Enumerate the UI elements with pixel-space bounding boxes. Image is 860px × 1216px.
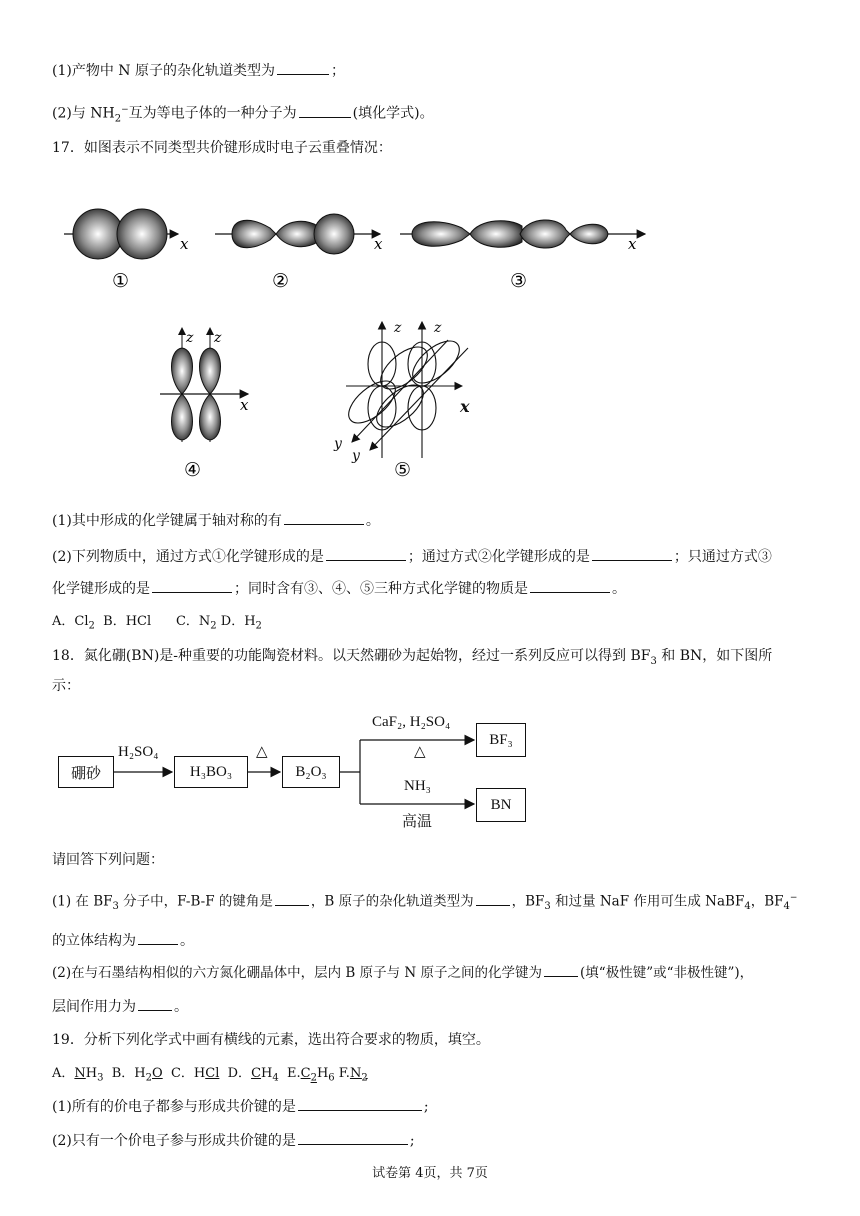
- text: 。: [174, 999, 188, 1015]
- text: 。: [180, 933, 194, 949]
- flow-label-upper-reagent: CaF₂, H₂SO₄: [372, 714, 451, 730]
- axis-label-x: x: [460, 397, 470, 416]
- option-c: C．N: [175, 614, 211, 629]
- text: 的立体结构为: [52, 933, 136, 949]
- flow-box-b2o3: [282, 756, 340, 788]
- text: ；只通过方式③: [673, 549, 772, 565]
- q18-part1-line2: [52, 930, 194, 951]
- heat-symbol: △: [414, 744, 426, 760]
- axis-label-z: z: [214, 330, 222, 346]
- subscript: 3: [112, 901, 119, 913]
- flow-box-bn: [476, 788, 526, 822]
- text: (2)下列物质中，通过方式①化学键形成的是: [52, 549, 324, 565]
- text: BF₃: [489, 731, 513, 748]
- heat-symbol: △: [256, 744, 268, 760]
- axis-label-z: z: [186, 330, 194, 346]
- text: 和 BN，如下图所: [656, 648, 773, 664]
- answer-blank[interactable]: [298, 1096, 422, 1111]
- flow-label-lower-reagent: NH₃: [404, 778, 431, 794]
- text: 层间作用力为: [52, 999, 136, 1015]
- axis-label-x: x: [628, 235, 637, 253]
- fig-label: ①: [112, 270, 130, 292]
- q16-part2: [52, 100, 434, 129]
- answer-blank[interactable]: [138, 930, 178, 945]
- text: (1)其中形成的化学键属于轴对称的有: [52, 513, 282, 529]
- fig-1-s-s-overlap: [64, 209, 189, 292]
- q19-options: A．$NH_3$ B．$H_2O$ C．HCl D．$CH_4$ $E.C_2H_6$ $F.N_2$: [52, 1066, 368, 1084]
- answer-blank[interactable]: [592, 546, 672, 561]
- text: 硼砂: [70, 765, 101, 782]
- text: (1)产物中 N 原子的杂化轨道类型为: [52, 63, 275, 79]
- text: 17．如图表示不同类型共价键形成时电子云重叠情况：: [52, 140, 392, 156]
- axis-label-y: y: [352, 448, 360, 464]
- text: 和过量 NaF 作用可生成 NaBF: [550, 893, 745, 910]
- subscript: 4: [744, 901, 751, 913]
- q17-part2-line1: [52, 546, 772, 567]
- option-a: A．Cl: [52, 614, 89, 629]
- subscript: 2: [88, 620, 95, 632]
- text: 分子中，F-B-F 的键角是: [118, 893, 273, 910]
- text: ;: [423, 1099, 429, 1115]
- text: (1)所有的价电子都参与形成共价键的是: [52, 1099, 296, 1115]
- flow-label-lower-condition: 高温: [402, 814, 433, 830]
- fig-label: ③: [510, 270, 528, 292]
- superscript: −: [789, 893, 798, 903]
- text: BN: [490, 796, 512, 813]
- subscript: 3: [650, 655, 657, 667]
- text: B₂O₃: [295, 763, 327, 780]
- text: ；: [330, 63, 345, 79]
- q17-part2-line2: [52, 578, 626, 599]
- option-d: D．H: [220, 614, 256, 629]
- text: 18．氮化硼(BN)是-种重要的功能陶瓷材料。以天然硼砂为起始物，经过一系列反应可以得到 BF: [52, 648, 651, 664]
- text: ，BF: [750, 893, 784, 910]
- text: ，BF: [511, 893, 545, 910]
- text: 化学键形成的是: [52, 581, 150, 597]
- q19-stem: [52, 1030, 490, 1050]
- q18-prompt: [52, 850, 164, 870]
- option-b: B．HCl: [103, 614, 152, 629]
- axis-label-x: x: [240, 396, 249, 414]
- answer-blank[interactable]: [298, 1130, 408, 1145]
- axis-label-z: z: [394, 320, 402, 336]
- q18-stem-line1: [52, 646, 772, 672]
- q17-part1: [52, 510, 380, 531]
- fig-4-pi-overlap: [160, 328, 249, 481]
- fig-label: ④: [184, 459, 202, 481]
- fig-label: ②: [272, 270, 290, 292]
- q19-part2: [52, 1130, 415, 1151]
- text: 互为等电子体的一种分子为: [128, 105, 297, 122]
- flow-box-h3bo3: [174, 756, 248, 788]
- orbital-overlap-figure: [0, 180, 860, 520]
- axis-label-x: x: [374, 235, 383, 253]
- q18-part2-line1: [52, 962, 753, 983]
- axis-label-x: x: [180, 235, 189, 253]
- fig-2-sp-overlap: [215, 214, 383, 292]
- text: ；通过方式②化学键形成的是: [407, 549, 590, 565]
- answer-blank[interactable]: [544, 962, 578, 977]
- q16-part1: [52, 60, 345, 81]
- subscript: 2: [114, 113, 122, 125]
- subscript: 2: [255, 620, 262, 632]
- subscript: 2: [210, 620, 217, 632]
- q17-stem: [52, 138, 392, 158]
- fig-5-multi-p-overlap: [333, 320, 470, 481]
- text: (填“极性键”或“非极性键”)，: [580, 965, 754, 981]
- axis-label-z: z: [434, 320, 442, 336]
- text: 。: [612, 581, 626, 597]
- text: 。: [365, 513, 380, 529]
- q18-part2-line2: [52, 996, 188, 1017]
- flow-box-bf3: [476, 723, 526, 757]
- answer-blank[interactable]: [530, 578, 610, 593]
- flow-label-reagent: H₂SO₄: [118, 744, 159, 760]
- text: 19．分析下列化学式中画有横线的元素，选出符合要求的物质，填空。: [52, 1032, 490, 1048]
- q18-stem-line2: [52, 676, 80, 696]
- text: (1) 在 BF: [52, 893, 113, 910]
- answer-blank[interactable]: [275, 891, 309, 906]
- page-footer: 试卷第 4页，共 7页: [372, 1166, 488, 1181]
- fig-3-pp-sigma-overlap: [400, 220, 645, 292]
- q19-part1: [52, 1096, 429, 1117]
- text: 示：: [52, 678, 80, 694]
- flow-box-start: [58, 756, 114, 788]
- text: 请回答下列问题：: [52, 852, 164, 868]
- axis-label-y: y: [334, 436, 342, 452]
- text: ;: [409, 1133, 415, 1149]
- subscript: 3: [544, 901, 551, 913]
- text: (2)在与石墨结构相似的六方氮化硼晶体中，层内 B 原子与 N 原子之间的化学键为: [52, 965, 543, 981]
- q17-options: [52, 612, 262, 637]
- text: (2)与 NH: [52, 105, 115, 122]
- answer-blank[interactable]: [326, 546, 406, 561]
- answer-blank[interactable]: [476, 891, 510, 906]
- fig-label: ⑤: [394, 459, 412, 481]
- text: ；同时含有③、④、⑤三种方式化学键的物质是: [234, 581, 528, 597]
- q18-part1-line1: [52, 888, 797, 917]
- answer-blank[interactable]: [299, 103, 351, 118]
- superscript: −: [121, 105, 129, 115]
- answer-blank[interactable]: [277, 60, 329, 75]
- subscript: 4: [783, 901, 790, 913]
- answer-blank[interactable]: [138, 996, 172, 1011]
- answer-blank[interactable]: [152, 578, 232, 593]
- text: (填化学式)。: [352, 105, 434, 122]
- text: H₃BO₃: [189, 763, 233, 780]
- answer-blank[interactable]: [284, 510, 364, 525]
- text: ，B 原子的杂化轨道类型为: [310, 893, 474, 910]
- text: (2)只有一个价电子参与形成共价键的是: [52, 1133, 296, 1149]
